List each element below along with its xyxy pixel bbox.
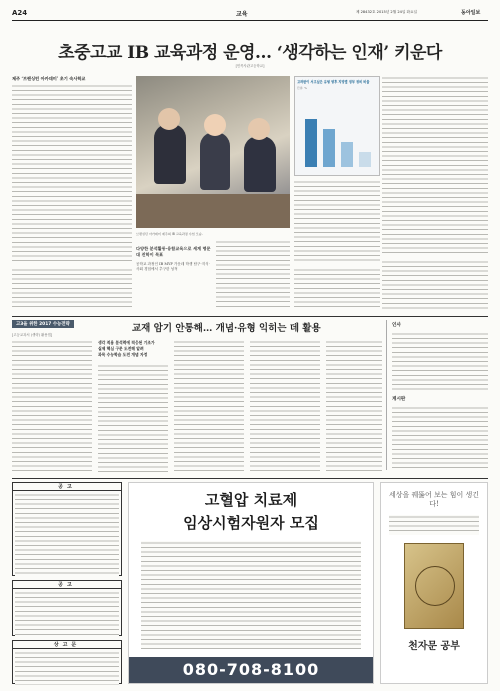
notice-box-1: [12, 482, 122, 576]
issue-meta: 제 28432호 2015년 2월 24일 화요일: [356, 10, 417, 14]
lesson-body-col2: [98, 364, 168, 472]
clinical-ad-headline-1: 고혈압 치료제: [204, 491, 298, 509]
section-divider: [12, 316, 488, 317]
lesson-point-3: 과목 수능학습 도전 개념 자정: [98, 352, 148, 357]
pull-quote-1: 다양한 분석활동·융합교육으로 세계 명문대 진학이 목표: [136, 246, 211, 257]
lesson-subtitle: [고등교과서 (생략) 활용법]: [12, 333, 53, 337]
lesson-point-2: 실제 핵심 구문 도전해 알려: [98, 346, 144, 351]
clinical-ad: [128, 482, 374, 684]
notice-title-1: 공고: [13, 483, 121, 491]
book-ad: [380, 482, 488, 684]
sidebar-body-1: [392, 332, 488, 392]
article-body-col1: [12, 84, 132, 264]
pull-quote-2: 공학교 과정인 IB MYP 가운데 학생 탐구·지식·사회 경험에서 추구한 성적: [136, 262, 210, 272]
pull-quote: [136, 246, 212, 272]
book-ad-body: [389, 515, 479, 535]
chart-box: [294, 76, 380, 176]
article-body-col-right: [382, 76, 488, 256]
subhead: [민족사관고등학교]: [235, 64, 265, 68]
lesson-body-col4: [250, 340, 320, 472]
chart-unit: 단위: %: [297, 86, 307, 90]
sidebar-divider: [386, 320, 387, 470]
book-cover: [404, 543, 464, 629]
header-rule: [12, 20, 488, 21]
lesson-point-1: 생각 적용 분석력에 적응된 기조가: [98, 340, 155, 345]
byline: 제주 ‘브랜싱턴 아카데미’ 초기 숙사학교: [12, 76, 86, 81]
sidebar-title: 인사: [392, 323, 401, 328]
article-body-col5: [382, 260, 488, 310]
notice-box-3: [12, 640, 122, 684]
section-label: 교육: [236, 11, 248, 18]
paper-name: 동아일보: [461, 10, 481, 16]
notice-box-2: [12, 580, 122, 636]
lesson-headline: 교재 암기 안통해… 개념·유형 익히는 데 활용: [132, 323, 321, 334]
sidebar-title-2: 게시판: [392, 397, 406, 402]
lesson-body-col5: [326, 340, 382, 472]
article-body-col3: [216, 240, 290, 310]
sidebar-body-2: [392, 406, 488, 470]
lesson-body-col1: [12, 340, 92, 472]
ads-divider: [12, 478, 488, 479]
photo-caption: 브랜싱턴 아카데미 제주의 IB 교육과정 수업 모습.: [136, 232, 203, 236]
page-number: A24: [12, 9, 28, 17]
lesson-box-tag: 고3을 위한 2017 수능전략: [12, 320, 74, 328]
book-ad-brand: 천자문 공부: [408, 641, 460, 652]
lesson-body-col3: [174, 340, 244, 472]
book-ad-title: 세상을 꿰뚫어 보는 힘이 생긴다!: [388, 491, 480, 508]
lesson-points: [98, 340, 168, 358]
article-body-col4: [294, 268, 380, 310]
clinical-ad-phone: 080-708-8100: [182, 660, 320, 679]
clinical-ad-body: [141, 541, 361, 649]
classroom-photo: [136, 76, 290, 228]
article-body-col-mid: [294, 180, 380, 264]
notice-title-2: 공고: [13, 581, 121, 589]
article-body-col2: [12, 268, 132, 310]
lesson-box: [12, 320, 382, 472]
notice-title-3: 상고문: [13, 641, 121, 649]
page-title: 초중고교 IB 교육과정 운영… ‘생각하는 인재’ 키운다: [58, 43, 442, 63]
clinical-ad-headline-2: 임상시험자원자 모집: [183, 514, 319, 532]
chart-title: 고려한이 서고싶은 유형 향후 지망별 정부 정비 비율: [297, 80, 370, 84]
